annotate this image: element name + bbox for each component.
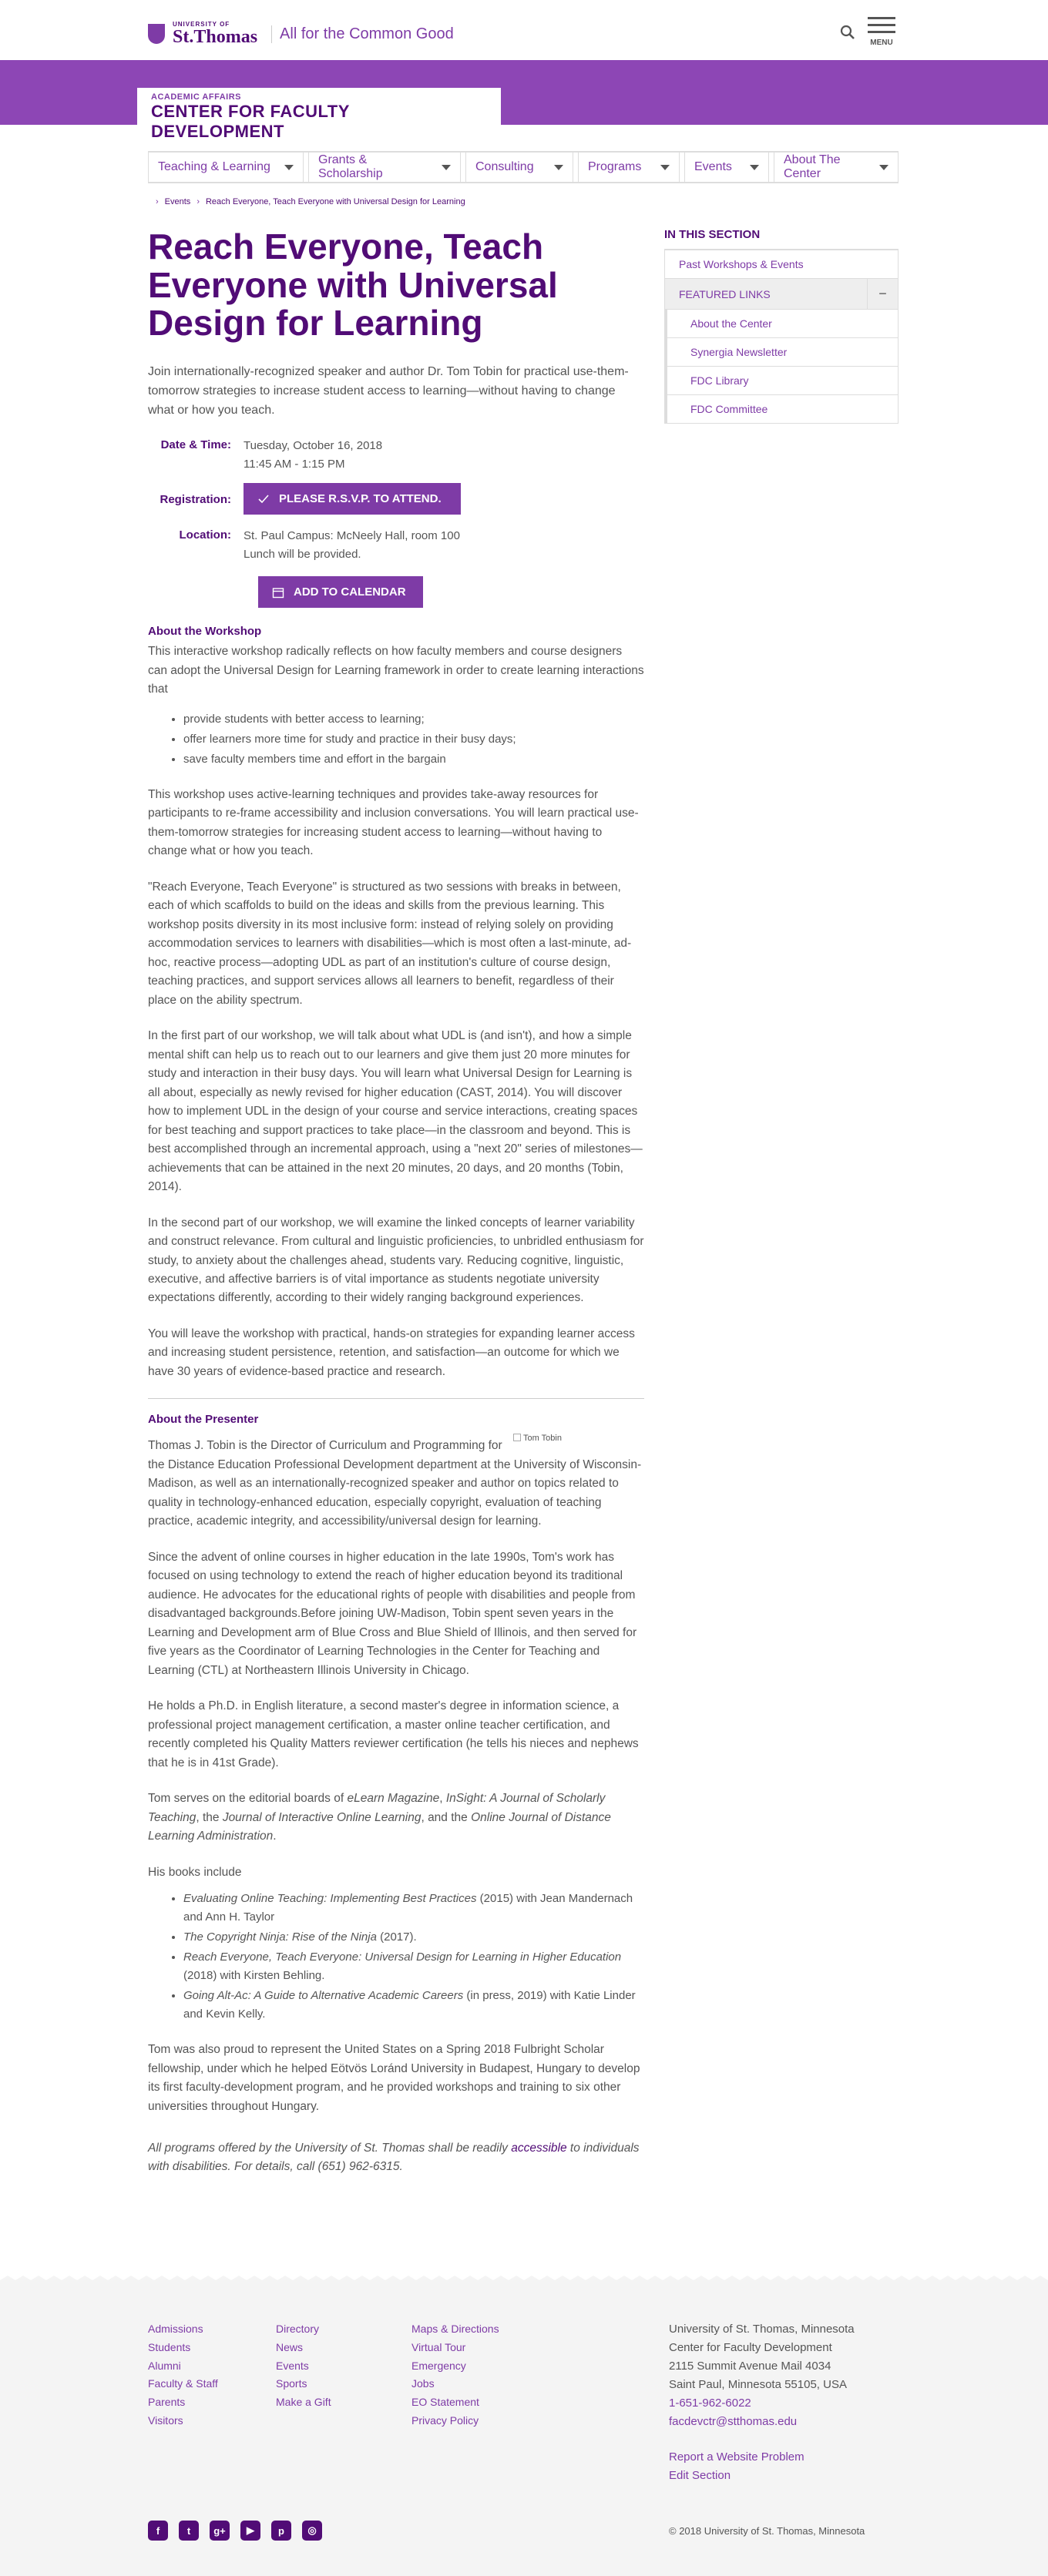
featured-links-label: FEATURED LINKS (679, 287, 771, 300)
text: , (439, 1792, 446, 1806)
hamburger-icon (868, 17, 895, 19)
presenter-photo (513, 1434, 629, 1455)
presenter-paragraph: Tom was also proud to represent the United States on a Spring 2018 Fulbright Scholar fellowship, under which he helped Eötvös Loránd University in Budapest, Hungary to develop its first faculty-development program, and he provided workshops and training to six other universities throughout Hungary. (148, 2043, 640, 2113)
caret-down-icon (284, 165, 294, 170)
text: Tom serves on the editorial boards of (148, 1792, 348, 1806)
google-plus-icon[interactable]: g+ (210, 2521, 230, 2541)
footer-email[interactable]: facdevctr@stthomas.edu (669, 2415, 798, 2428)
sidebar-item-past-workshops[interactable]: Past Workshops & Events (664, 250, 899, 279)
breadcrumb-events[interactable]: Events (164, 197, 191, 206)
event-time: 11:45 AM - 1:15 PM (244, 458, 345, 471)
breadcrumb-arrow-icon: › (196, 197, 200, 206)
nav-label: Teaching & Learning (158, 160, 270, 173)
book-detail: (2018) with Kirsten Behling. (183, 1969, 325, 1983)
address-line: 2115 Summit Avenue Mail 4034 (669, 2360, 831, 2373)
footer-phone[interactable]: 1-651-962-6022 (669, 2397, 751, 2410)
footer-link[interactable]: Visitors (148, 2413, 183, 2427)
banner-title: CENTER FOR FACULTY DEVELOPMENT (151, 102, 350, 141)
text: , the (196, 1810, 223, 1824)
footer-links-col3 (411, 2320, 499, 2430)
footer-link[interactable]: Jobs (411, 2377, 435, 2390)
nav-teaching-learning[interactable] (148, 153, 304, 182)
book-detail: (2017). (376, 1930, 417, 1944)
footer-link[interactable]: Students (148, 2340, 191, 2353)
workshop-bullets (148, 710, 644, 769)
workshop-paragraph: This interactive workshop radically reflects on how faculty members and course designers can adopt the Universal Design for Learning framework in order to create learning interactions that (148, 645, 644, 696)
caret-down-icon (554, 165, 563, 170)
sidebar-item-about-center[interactable]: About the Center (664, 310, 899, 338)
logo-name: St.Thomas (173, 27, 258, 47)
address-line: University of St. Thomas, Minnesota (669, 2323, 855, 2336)
rsvp-button[interactable] (244, 483, 461, 515)
footer-link[interactable]: Privacy Policy (411, 2413, 479, 2427)
sidebar-item-synergia[interactable]: Synergia Newsletter (664, 338, 899, 367)
location-row (148, 527, 644, 564)
add-to-calendar-label: ADD TO CALENDAR (294, 585, 406, 599)
tagline: All for the Common Good (271, 25, 454, 43)
breadcrumb-arrow-icon: › (156, 197, 159, 206)
shield-icon (148, 24, 165, 44)
text: , and the (421, 1810, 472, 1824)
workshop-heading: About the Workshop (148, 625, 262, 639)
list-item (183, 1928, 644, 1947)
workshop-paragraph: You will leave the workshop with practical, hands-on strategies for expanding learner access and increasing student persistence, retention, and satisfaction—an outcome for which we have 30 years of evidence-based practice and research. (148, 1327, 635, 1378)
pinterest-icon[interactable]: p (271, 2521, 291, 2541)
footer-link[interactable]: Make a Gift (276, 2396, 331, 2409)
nav-label: Grants & Scholarship (318, 153, 383, 180)
add-to-calendar-button[interactable] (258, 576, 423, 608)
banner-title-box[interactable] (137, 88, 501, 141)
list-item (183, 1890, 644, 1927)
site-header (0, 0, 1048, 60)
footer-link[interactable]: Admissions (148, 2323, 203, 2335)
text: to individuals with disabilities. For details, call (651) 962-6315. (148, 2142, 640, 2174)
presenter-photo-alt: Tom Tobin (523, 1434, 562, 1444)
presenter-paragraph: Thomas J. Tobin is the Director of Curriculum and Programming for the Distance Education Professional Development department at the University of Wisconsin-Madison, as well as an internationally-recognized speaker and author on topics related to quality in technology-enhanced education, especially copyright, evaluation of teaching practice, academic integrity, and accessibility/universal design for learning. (148, 1439, 642, 1528)
footer-link[interactable]: Alumni (148, 2359, 181, 2372)
list-item: • provide students with better access to learning; (183, 710, 644, 729)
workshop-paragraph: In the first part of our workshop, we will talk about what UDL is (and isn't), and how a simple mental shift can help us to reach out to our learners and give them just 20 more minutes for study and interaction in their busy days. You will learn what Universal Design for Learning is all about, especially as newly revised for higher education (CAST, 2014). You will discover how to implement UDL in the design of your course and service interactions, creating spaces for best teaching and support practices to take place—in the classroom and beyond. This is best accomplished through an incremental approach, using a "next 20" series of milestones—achievements that can be attained in the next 20 minutes, 20 days, and 20 months (Tobin, 2014). (148, 1029, 643, 1194)
book-title: Going Alt-Ac: A Guide to Alternative Academic Careers (183, 1989, 464, 2003)
footer-address (669, 2320, 855, 2485)
footer-links-col1 (148, 2320, 218, 2430)
copyright: © 2018 University of St. Thomas, Minnesota (669, 2525, 865, 2537)
nav-label: Consulting (475, 160, 534, 173)
rsvp-label: PLEASE R.S.V.P. TO ATTEND. (279, 492, 442, 506)
address-line: Center for Faculty Development (669, 2341, 832, 2354)
page-title: Reach Everyone, Teach Everyone with Universal Design for Learning (148, 226, 558, 344)
address-line: Saint Paul, Minnesota 55105, USA (669, 2378, 847, 2391)
sidebar (664, 228, 899, 424)
menu-label: MENU (870, 39, 893, 47)
footer-link[interactable]: EO Statement (411, 2396, 479, 2409)
nav-label: About The Center (784, 153, 841, 180)
presenter-paragraph: He holds a Ph.D. in English literature, a second master's degree in information science, a professional project management certification, a master online teacher certification, and recently completed his Quality Matters reviewer certification (he tells his nieces and nephews that he is in 41st Grade). (148, 1699, 639, 1769)
caret-down-icon (750, 165, 759, 170)
text: . (273, 1830, 277, 1843)
footer-links-col2 (276, 2320, 331, 2412)
footer-link[interactable]: Virtual Tour (411, 2340, 466, 2353)
divider (148, 1398, 644, 1399)
footer-link[interactable]: Sports (276, 2377, 307, 2390)
registration-row (148, 483, 644, 515)
department-banner (0, 60, 1048, 141)
presenter-paragraph (148, 1789, 644, 1846)
featured-links-toggle[interactable] (664, 279, 899, 310)
event-intro: Join internationally-recognized speaker and author Dr. Tom Tobin for practical use-them-tomorrow strategies to increase student access to learning—without having to change what or how you teach. (148, 365, 629, 417)
nav-events[interactable] (684, 153, 769, 182)
calendar-icon (272, 586, 284, 599)
youtube-icon[interactable]: ▶ (240, 2521, 260, 2541)
event-location: St. Paul Campus: McNeely Hall, room 100 (244, 529, 460, 543)
workshop-paragraph: In the second part of our workshop, we will examine the linked concepts of learner variability and construct relevance. From cultural and linguistic proficiencies, to unbridled enthusiasm for study, to anxiety about the challenges ahead, students vary. Reducing cognitive, linguistic, executive, and affective barriers is of vital importance as students negotiate university expectations differently, according to their widely ranging background experiences. (148, 1216, 644, 1305)
checkmark-icon (257, 493, 270, 505)
presenter-paragraph: Since the advent of online courses in higher education in the late 1990s, Tom's work has focused on using technology to extend the reach of higher education beyond its traditional audience. He advocates for the educational rights of people with disabilities and people from disadvantaged backgrounds.Before joining UW-Madison, Tobin spent seven years in the Learning and Development arm of Blue Cross and Blue Shield of Illinois, and then served for five years as the Coordinator of Learning Technologies in the Center for Teaching and Learning (CTL) at Northeastern Illinois University in Chicago. (148, 1550, 637, 1677)
list-item: • offer learners more time for study and practice in their busy days; (183, 730, 644, 749)
workshop-paragraph: This workshop uses active-learning techniques and provides take-away resources for participants to re-frame accessibility and inclusion conversations. You will learn practical use-them-tomorrow strategies for increasing student access to learning—without having to change what or how you teach. (148, 787, 639, 858)
journal-title: Journal of Interactive Online Learning (222, 1810, 422, 1824)
books-intro: His books include (148, 1865, 242, 1879)
footer-link[interactable]: News (276, 2340, 304, 2353)
site-footer (0, 2283, 1048, 2576)
search-icon[interactable] (840, 25, 855, 40)
journal-title: Online Journal of Distance Learning Administration (148, 1810, 611, 1843)
breadcrumb-current[interactable]: Reach Everyone, Teach Everyone with Universal Design for Learning (205, 197, 465, 206)
nav-label: Programs (588, 160, 642, 173)
twitter-icon[interactable]: t (179, 2521, 199, 2541)
caret-down-icon (660, 165, 670, 170)
journal-title: eLearn Magazine (347, 1792, 440, 1806)
footer-link[interactable]: Parents (148, 2396, 186, 2409)
book-title: Evaluating Online Teaching: Implementing Best Practices (183, 1892, 477, 1906)
edit-section-link[interactable]: Edit Section (669, 2469, 731, 2482)
caret-down-icon (442, 165, 451, 170)
nav-grants-scholarship[interactable] (308, 153, 461, 182)
workshop-paragraph: "Reach Everyone, Teach Everyone" is structured as two sessions with breaks in between, each of which scaffolds to build on the ideas and skills from the previous learning. This workshop posits diversity in its most inclusive form: instead of relying solely on providing accommodation services to learners with disabilities—which is most often a last-minute, ad-hoc, reactive process—adopting UDL as part of an institution's culture of course design, teaching practices, and support services allows all learners to benefit, regardless of their place on the ability spectrum. (148, 880, 632, 1007)
collapse-icon[interactable]: − (867, 279, 898, 310)
sidebar-item-fdc-library[interactable]: FDC Library (664, 367, 899, 395)
caret-down-icon (879, 165, 888, 170)
main-nav (148, 151, 899, 183)
sidebar-heading: IN THIS SECTION (664, 228, 899, 250)
sidebar-item-fdc-committee[interactable]: FDC Committee (664, 395, 899, 424)
breadcrumb (156, 197, 465, 206)
text: All programs offered by the University of St. Thomas shall be readily (148, 2142, 512, 2155)
footer-link[interactable]: Faculty & Staff (148, 2377, 218, 2390)
list-item (183, 1987, 644, 2024)
footer-link[interactable]: Events (276, 2359, 309, 2372)
book-title: Reach Everyone, Teach Everyone: Universal Design for Learning in Higher Education (183, 1950, 622, 1964)
lunch-note: Lunch will be provided. (244, 548, 361, 562)
nav-programs[interactable] (578, 153, 680, 182)
broken-image-icon (513, 1434, 521, 1441)
logo-university-label: UNIVERSITY OF (173, 21, 230, 28)
footer-link[interactable]: Maps & Directions (411, 2323, 499, 2335)
date-time-row (148, 437, 644, 474)
university-logo[interactable] (148, 22, 454, 46)
nav-about-the-center[interactable] (774, 153, 899, 182)
books-list (148, 1890, 644, 2024)
main-content (148, 228, 644, 2176)
facebook-icon[interactable]: f (148, 2521, 168, 2541)
event-date: Tuesday, October 16, 2018 (244, 439, 383, 453)
social-links (148, 2521, 322, 2541)
list-item (183, 1948, 644, 1985)
accessibility-note (148, 2139, 644, 2176)
book-detail: (in press, 2019) with Katie Linder and Kevin Kelly. (183, 1989, 636, 2021)
journal-title: InSight: A Journal of Scholarly Teaching (148, 1792, 606, 1824)
registration-label: Registration: (160, 493, 231, 507)
location-label: Location: (179, 528, 231, 542)
book-title: The Copyright Ninja: Rise of the Ninja (183, 1930, 377, 1944)
nav-consulting[interactable] (465, 153, 573, 182)
banner-dept: ACADEMIC AFFAIRS (151, 92, 241, 102)
instagram-icon[interactable]: ◎ (302, 2521, 322, 2541)
menu-button[interactable] (868, 17, 895, 49)
book-detail: (2015) with Jean Mandernach and Ann H. Taylor (183, 1892, 633, 1924)
presenter-heading: About the Presenter (148, 1413, 259, 1427)
footer-link[interactable]: Emergency (411, 2359, 466, 2372)
list-item: • save faculty members time and effort in the bargain (183, 750, 644, 769)
date-label: Date & Time: (160, 438, 231, 452)
nav-label: Events (694, 160, 732, 173)
report-problem-link[interactable]: Report a Website Problem (669, 2450, 804, 2464)
footer-link[interactable]: Directory (276, 2323, 320, 2335)
accessible-link[interactable]: accessible (511, 2142, 567, 2155)
